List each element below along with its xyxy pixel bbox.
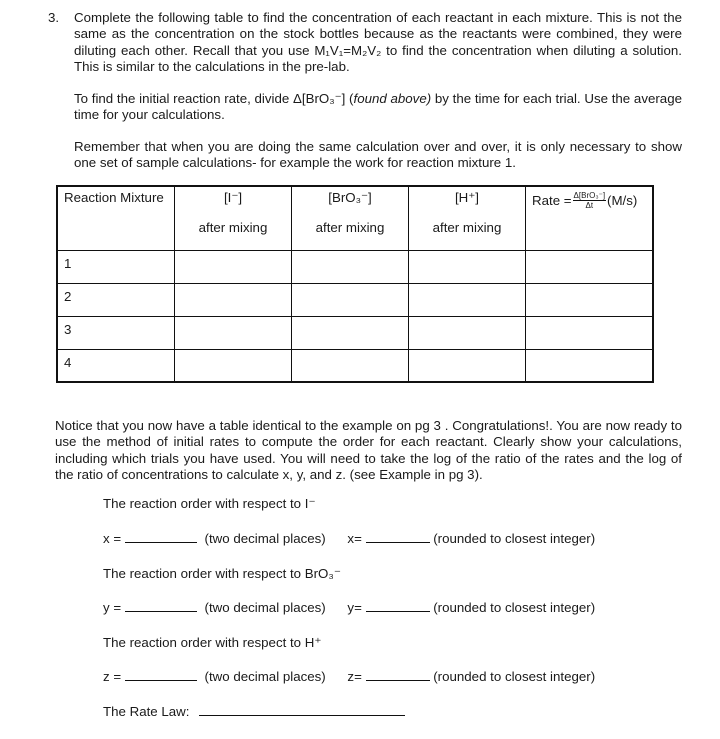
cell-rate-4[interactable] <box>526 349 654 382</box>
y-integer-blank[interactable] <box>366 611 430 612</box>
instructions-paragraph-2: To find the initial reaction rate, divide Δ[BrO₃⁻] (found above) by the time for each trial. Use the average time for your calculations. <box>74 91 682 123</box>
header-reaction-mixture: Reaction Mixture <box>57 186 175 250</box>
notice-paragraph: Notice that you now have a table identical to the example on pg 3 . Congratulations!. You are now ready to use the method of initial rates to compute the order for each reactant. Clearly show your calculations, including which trials you have used. You will need to take the log of the ratio of the rates and the log of the ratio of concentrations to calculate x, y, and z. (see Example in pg 3). <box>55 418 682 483</box>
table-row <box>57 316 653 349</box>
cell-bromate-4[interactable] <box>292 349 409 382</box>
cell-rate-2[interactable] <box>526 283 654 316</box>
row-label: 3 <box>57 316 175 349</box>
cell-hydrogen-2[interactable] <box>409 283 526 316</box>
order-heading-iodide: The reaction order with respect to I⁻ <box>103 496 316 511</box>
rate-fraction: $\frac{\text{Δ[BrO₃⁻]}}{\Delta t}$ <box>573 191 606 210</box>
rate-law-blank[interactable] <box>199 715 405 716</box>
cell-bromate-3[interactable] <box>292 316 409 349</box>
concentration-table <box>56 185 654 383</box>
cell-iodide-3[interactable] <box>175 316 292 349</box>
cell-iodide-4[interactable] <box>175 349 292 382</box>
order-row-x: x = (two decimal places) x= (rounded to closest integer) <box>103 531 596 546</box>
instructions-paragraph-1: Complete the following table to find the concentration of each reactant in each mixture. This is not the same as the concentration on the stock bottles because as the reactants were combined, they were diluting each other. Recall that you use M₁V₁=M₂V₂ to find the concentration when diluting a solution. This is similar to the calculations in the pre-lab. <box>74 10 682 75</box>
x-decimal-blank[interactable] <box>125 542 197 543</box>
header-bromate: [BrO₃⁻] after mixing <box>292 186 409 250</box>
cell-rate-3[interactable] <box>526 316 654 349</box>
row-label: 2 <box>57 283 175 316</box>
header-rate: Rate = $\frac{\text{Δ[BrO₃⁻]}}{\Delta t}$ (M/s) <box>526 186 654 250</box>
cell-hydrogen-4[interactable] <box>409 349 526 382</box>
x-integer-blank[interactable] <box>366 542 430 543</box>
cell-iodide-2[interactable] <box>175 283 292 316</box>
cell-hydrogen-1[interactable] <box>409 250 526 283</box>
order-row-y: y = (two decimal places) y= (rounded to closest integer) <box>103 600 596 615</box>
table-row <box>57 250 653 283</box>
table-row <box>57 349 653 382</box>
cell-hydrogen-3[interactable] <box>409 316 526 349</box>
order-heading-hydrogen: The reaction order with respect to H⁺ <box>103 635 322 650</box>
z-decimal-blank[interactable] <box>125 680 197 681</box>
y-decimal-blank[interactable] <box>125 611 197 612</box>
cell-rate-1[interactable] <box>526 250 654 283</box>
row-label: 1 <box>57 250 175 283</box>
z-integer-blank[interactable] <box>366 680 430 681</box>
header-hydrogen: [H⁺] after mixing <box>409 186 526 250</box>
order-heading-bromate: The reaction order with respect to BrO₃⁻ <box>103 566 341 581</box>
table-row <box>57 283 653 316</box>
table-header-row <box>57 186 653 250</box>
cell-bromate-2[interactable] <box>292 283 409 316</box>
rate-law-label: The Rate Law: <box>103 704 190 719</box>
row-label: 4 <box>57 349 175 382</box>
instructions-paragraph-3: Remember that when you are doing the same calculation over and over, it is only necessary to show one set of sample calculations- for example the work for reaction mixture 1. <box>74 139 682 171</box>
header-iodide: [I⁻] after mixing <box>175 186 292 250</box>
rate-law-row <box>103 704 405 719</box>
order-row-z: z = (two decimal places) z= (rounded to closest integer) <box>103 669 596 684</box>
question-number: 3. <box>48 10 60 25</box>
cell-bromate-1[interactable] <box>292 250 409 283</box>
cell-iodide-1[interactable] <box>175 250 292 283</box>
